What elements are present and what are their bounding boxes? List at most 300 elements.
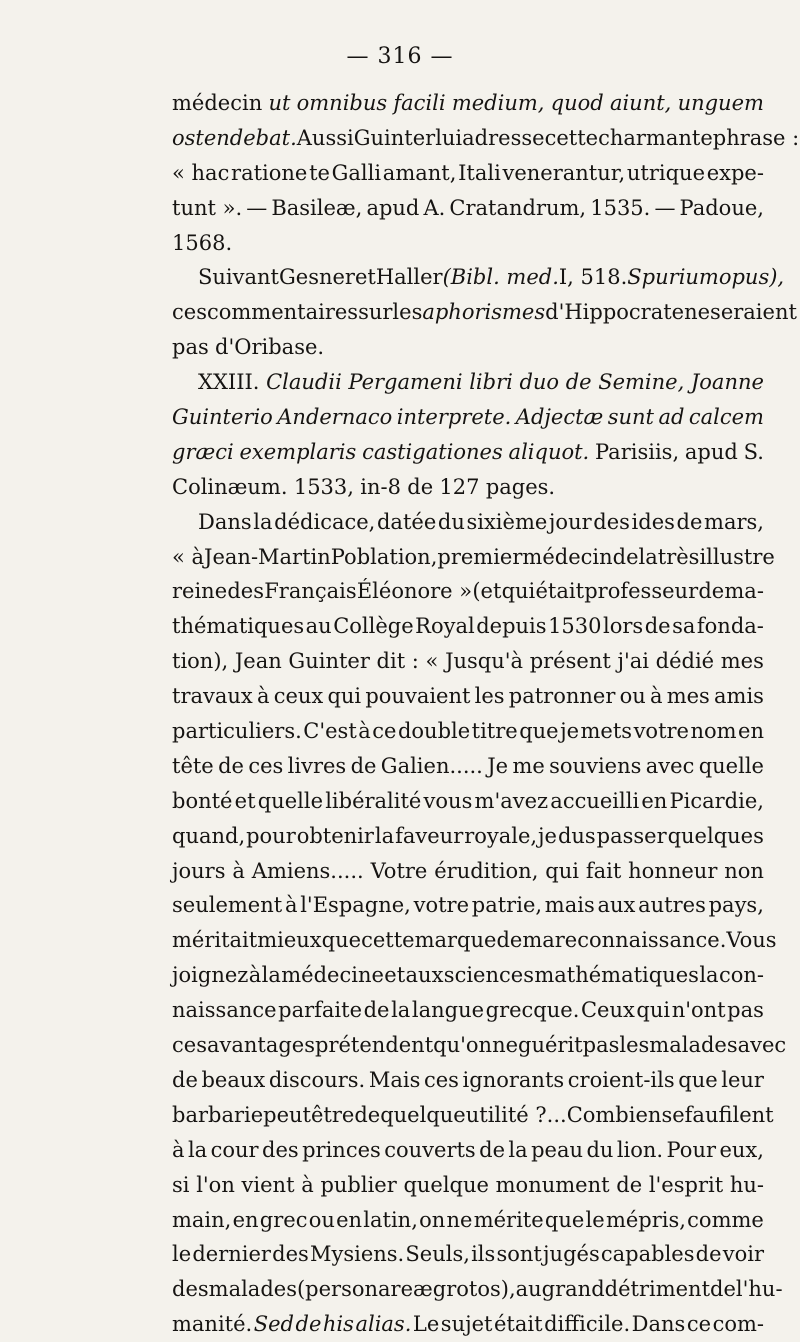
word: Joanne [690, 370, 764, 395]
word: voir [722, 1242, 764, 1267]
word: on [419, 1207, 446, 1232]
word: qui [545, 858, 579, 883]
word: ma [522, 928, 555, 953]
word: illustre [699, 544, 775, 569]
word: l'hu- [735, 1277, 783, 1302]
word: malades [649, 1033, 738, 1058]
word: que [544, 1207, 585, 1232]
text-line [172, 679, 764, 714]
word: marque [414, 928, 497, 953]
word: titre [471, 719, 518, 744]
text-line [172, 1133, 764, 1168]
word: de [172, 1067, 198, 1092]
word: de [676, 509, 703, 534]
word: Guinter [353, 125, 436, 150]
word: unguem [677, 91, 764, 115]
text-line [172, 226, 764, 261]
word: patronner [508, 684, 616, 709]
text-line [172, 1237, 764, 1272]
text-line [172, 1272, 783, 1307]
word: calcem [688, 405, 764, 430]
word: reine [172, 579, 228, 604]
text-line [172, 923, 777, 958]
word: pouvaient [365, 684, 471, 709]
word: médecin [522, 544, 613, 569]
word: très [657, 544, 700, 569]
word: leur [721, 1067, 764, 1092]
word: qui [636, 998, 671, 1023]
word: en [336, 1207, 363, 1232]
word: qu'on [433, 1033, 493, 1058]
word: fait [585, 858, 622, 883]
word: et [384, 963, 406, 988]
word: ces [248, 753, 284, 778]
word: couverts [384, 1137, 476, 1162]
word: Mais [368, 1067, 421, 1092]
word: amant, [382, 160, 457, 185]
word: ad [658, 405, 685, 430]
word: amis [714, 684, 764, 709]
word: des [172, 1277, 209, 1302]
text-line [172, 540, 775, 575]
word: aphorismes [422, 300, 546, 325]
word: sunt [607, 405, 654, 430]
word: Gesner [278, 265, 355, 290]
word: souviens [549, 753, 642, 778]
text-line [172, 993, 764, 1028]
text-line [172, 888, 764, 923]
word: mathématiques [534, 963, 699, 988]
word: quelle [257, 788, 323, 813]
word: bonté [172, 788, 233, 813]
word: 1568. [172, 230, 233, 255]
word: l'esprit [648, 1172, 724, 1197]
word: qui [327, 684, 362, 709]
word: Pergameni [348, 370, 463, 395]
word: 127 [439, 474, 480, 499]
word: passer [596, 823, 667, 848]
word: Semine, [598, 370, 685, 395]
word: libri [469, 370, 513, 395]
word: comme [687, 1207, 764, 1232]
word: avantages [206, 1033, 316, 1058]
word: Padoue, [679, 195, 764, 220]
word: con- [718, 963, 764, 988]
word: græci [172, 439, 234, 464]
word: quelque [380, 1102, 466, 1127]
word: com- [712, 1312, 764, 1337]
word: commentaires [206, 300, 359, 325]
word: honneur [628, 858, 718, 883]
word: en [738, 719, 764, 744]
word: au [515, 1277, 542, 1302]
word: tunt ». [172, 195, 243, 220]
word: médecine [281, 963, 384, 988]
word: professeur [584, 579, 699, 604]
word: les [619, 1033, 650, 1058]
word: Aussi [296, 125, 354, 150]
word: quod [550, 91, 604, 115]
word: duo [519, 370, 560, 395]
text-line [172, 1307, 764, 1342]
text-line [172, 295, 797, 330]
word: grand [541, 1277, 605, 1302]
word: me [512, 753, 545, 778]
word: avec [645, 753, 695, 778]
word: opus), [718, 265, 785, 290]
word: sa [672, 614, 696, 639]
word: in-8 [360, 474, 401, 499]
word: his [322, 1312, 354, 1337]
word: de [565, 370, 592, 395]
word: patrie, [471, 893, 543, 918]
text-line [172, 470, 764, 505]
word: « [425, 649, 439, 674]
word: pour [246, 823, 296, 848]
word: croient-ils [567, 1067, 675, 1092]
word: cour [210, 1137, 259, 1162]
word: charmante [598, 125, 713, 150]
word: premier [437, 544, 523, 569]
word: faufilent [684, 1102, 774, 1127]
word: sujet [440, 1312, 493, 1337]
word: des [227, 579, 264, 604]
word: ides [631, 509, 675, 534]
word: Jean-Martin [204, 544, 331, 569]
word: être [311, 1102, 355, 1127]
text-line [172, 854, 764, 889]
word: alias. [355, 1312, 412, 1337]
word: du [586, 1137, 614, 1162]
text-line [172, 1063, 764, 1098]
word: jour [548, 509, 592, 534]
word: manité. [172, 1312, 253, 1337]
word: de [698, 579, 725, 604]
word: peau [531, 1137, 584, 1162]
word: ou [619, 684, 646, 709]
word: faveur [395, 823, 464, 848]
word: barbarie [172, 1102, 264, 1127]
text-line [172, 156, 764, 191]
word: grecque. [485, 998, 580, 1023]
word: aiunt, [609, 91, 672, 115]
word: qui [501, 579, 536, 604]
word: Spurium [627, 265, 719, 290]
word: des [272, 1242, 309, 1267]
text-line [172, 86, 764, 121]
word: mes [666, 684, 710, 709]
word: Parisiis, [595, 439, 680, 464]
text-line [172, 574, 764, 609]
word: Guinterio [172, 405, 273, 430]
word: vient [241, 1172, 295, 1197]
word: pas [582, 1033, 620, 1058]
word: ce [686, 1312, 712, 1337]
text-line [172, 714, 764, 749]
word: Guinter [288, 649, 370, 674]
word: Sed [253, 1312, 294, 1337]
word: Français [264, 579, 357, 604]
text-line [172, 644, 764, 679]
word: et [234, 788, 256, 813]
word: Le [412, 1312, 440, 1337]
text-line [172, 609, 764, 644]
word: Claudii [266, 370, 342, 395]
word: que [519, 719, 559, 744]
word: expe- [706, 160, 764, 185]
word: phrase : [712, 125, 800, 150]
word: Seuls, [405, 1242, 470, 1267]
word: Ceux [580, 998, 635, 1023]
word: n'ont [671, 998, 726, 1023]
word: j'ai [617, 649, 649, 674]
word: cette [544, 125, 599, 150]
word: ægrotos), [413, 1277, 516, 1302]
word: sur [358, 300, 393, 325]
word: à [256, 684, 270, 709]
word: Éléonore » [356, 579, 473, 604]
word: non [724, 858, 764, 883]
word: latin, [363, 1207, 418, 1232]
word: double [397, 719, 471, 744]
word: facili [393, 91, 446, 115]
word: l'on [196, 1172, 235, 1197]
word: adresse [462, 125, 545, 150]
word: l'Espagne, [300, 893, 411, 918]
word: du [437, 509, 465, 534]
word: dit : [376, 649, 419, 674]
word: que [321, 928, 362, 953]
word: aux [597, 893, 636, 918]
word: ce [372, 719, 397, 744]
text-line [172, 365, 764, 400]
word: sciences [443, 963, 534, 988]
word: les [392, 300, 423, 325]
word: A. [423, 195, 446, 220]
word: S. [743, 439, 764, 464]
word: de [479, 1137, 505, 1162]
word: discours. [268, 1067, 366, 1092]
word: ne [684, 300, 711, 325]
word: à [358, 719, 371, 744]
word: mais [544, 893, 595, 918]
word: parfaite [278, 998, 363, 1023]
word: sont [496, 1242, 542, 1267]
word: Galli [331, 160, 382, 185]
word: Poblation, [330, 544, 438, 569]
word: pas [172, 335, 209, 360]
word: castigationes [362, 439, 503, 464]
word: Colinæum. [172, 474, 288, 499]
word: de [350, 753, 377, 778]
word: malades [208, 1277, 297, 1302]
word: en [232, 1207, 259, 1232]
word: de [363, 998, 390, 1023]
word: Pour [666, 1137, 717, 1162]
text-line [172, 958, 764, 993]
word: se [661, 1102, 685, 1127]
word: sixième [466, 509, 548, 534]
text-line [172, 819, 764, 854]
word: grec [259, 1207, 308, 1232]
word: Andernaco [277, 405, 393, 430]
word: 1530 [548, 614, 602, 639]
word: pas [727, 998, 764, 1023]
word: reconnaissance. [554, 928, 727, 953]
word: « à [172, 544, 205, 569]
word: quand, [172, 823, 246, 848]
word: ratione [231, 160, 308, 185]
word: difficile. [544, 1312, 631, 1337]
word: apud [684, 439, 738, 464]
word: dédicace, [274, 509, 376, 534]
word: accueilli [550, 788, 640, 813]
word: était [494, 1312, 543, 1337]
word: Jean [234, 649, 282, 674]
word: mets [580, 719, 633, 744]
word: apud [366, 195, 420, 220]
text-line [172, 505, 764, 540]
word: — [654, 195, 676, 220]
word: (et [472, 579, 502, 604]
word: medium, [451, 91, 545, 115]
word: ces [172, 300, 207, 325]
word: particuliers. [172, 719, 302, 744]
word: utilité ?... [465, 1102, 567, 1127]
word: capables [600, 1242, 695, 1267]
word: hu- [729, 1172, 764, 1197]
text-line [172, 1098, 774, 1133]
word: que [678, 1067, 718, 1092]
word: de [496, 928, 523, 953]
word: ces [172, 1033, 207, 1058]
word: quelques [667, 823, 764, 848]
word: langue [411, 998, 485, 1023]
word: (personare [296, 1277, 414, 1302]
word: main, [172, 1207, 232, 1232]
word: Dans [631, 1312, 686, 1337]
word: dus [557, 823, 596, 848]
text-line [172, 260, 785, 295]
word: jugés [543, 1242, 600, 1267]
word: royale, [464, 823, 538, 848]
word: avec [737, 1033, 787, 1058]
word: Haller [375, 265, 443, 290]
word: Mysiens. [309, 1242, 405, 1267]
word: Royal [415, 614, 475, 639]
word: omnibus [296, 91, 388, 115]
word: peut [263, 1102, 311, 1127]
word: m'avez [474, 788, 549, 813]
word: était [535, 579, 585, 604]
word: de [616, 1172, 643, 1197]
word: (Bibl. med. [442, 265, 559, 290]
text-line [172, 191, 764, 226]
word: joignez [172, 963, 249, 988]
word: 1533, [293, 474, 354, 499]
word: la [699, 963, 719, 988]
word: nom [690, 719, 737, 744]
text-line [172, 784, 764, 819]
word: Cratandrum, [449, 195, 587, 220]
word: des [262, 1137, 299, 1162]
word: de [407, 474, 434, 499]
word: à [301, 1172, 314, 1197]
word: venerantur, [502, 160, 626, 185]
word: en [641, 788, 668, 813]
word: ne [492, 1033, 519, 1058]
word: ou [308, 1207, 335, 1232]
word: aliquot. [508, 439, 590, 464]
word: Picardie, [669, 788, 764, 813]
word: Votre [370, 858, 428, 883]
word: ceux [273, 684, 324, 709]
word: C'est [303, 719, 357, 744]
word: cette [361, 928, 415, 953]
text-line [172, 1168, 764, 1203]
word: autres [638, 893, 706, 918]
word: Galien..... [380, 753, 483, 778]
word: Vous [726, 928, 777, 953]
word: de [295, 1312, 322, 1337]
word: utrique [626, 160, 706, 185]
word: Combien [566, 1102, 662, 1127]
word: votre [633, 719, 689, 744]
word: la [374, 823, 395, 848]
word: de [644, 614, 671, 639]
word: publier [320, 1172, 397, 1197]
word: le [585, 1207, 605, 1232]
word: au [305, 614, 332, 639]
word: Itali [458, 160, 501, 185]
body-text [172, 86, 800, 1342]
word: princes [302, 1137, 381, 1162]
word: les [474, 684, 505, 709]
word: érudition, [434, 858, 539, 883]
word: lion. [616, 1137, 664, 1162]
word: I, 518. [558, 265, 628, 290]
word: exemplaris [239, 439, 357, 464]
word: monument [495, 1172, 610, 1197]
word: dernier [192, 1242, 271, 1267]
text-line [172, 1203, 764, 1238]
word: ut [268, 91, 291, 115]
word: mérite [473, 1207, 544, 1232]
word: Basileæ, [271, 195, 363, 220]
word: Amiens..... [251, 858, 364, 883]
word: prétendent [315, 1033, 434, 1058]
word: thématiques [172, 614, 305, 639]
word: je [538, 823, 557, 848]
word: d'Hippocrate [545, 300, 685, 325]
word: mars, [704, 509, 764, 534]
word: obtenir [296, 823, 374, 848]
word: la [508, 1137, 528, 1162]
word: quelque [403, 1172, 489, 1197]
text-line [172, 435, 764, 470]
word: depuis [476, 614, 547, 639]
word: te [309, 160, 330, 185]
word: jours [172, 858, 226, 883]
word: la [253, 509, 273, 534]
text-line [172, 400, 764, 435]
word: à [284, 893, 298, 918]
word: vous [423, 788, 473, 813]
text-line [172, 1028, 787, 1063]
word: ne [446, 1207, 473, 1232]
word: votre [413, 893, 470, 918]
word: beaux [201, 1067, 266, 1092]
